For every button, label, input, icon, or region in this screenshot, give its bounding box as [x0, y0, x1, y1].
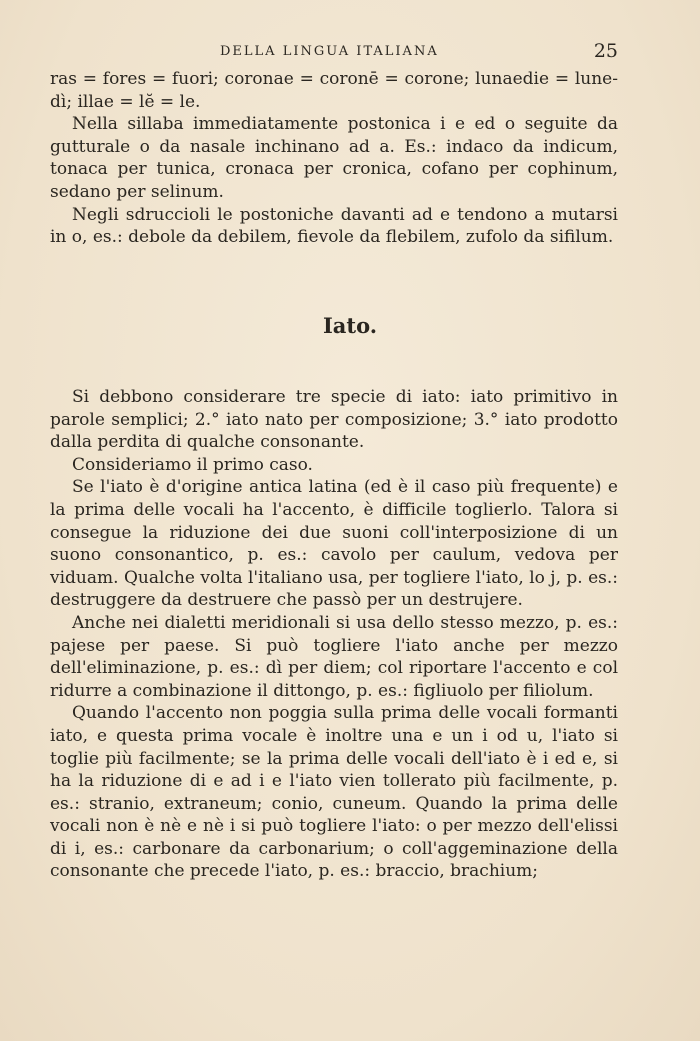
paragraph: Se l'iato è d'origine antica latina (ed è il caso più frequente) e la prima delle vocali ha l'accento, è difficile toglierlo. Talora si consegue la riduzione dei due suoni coll'interposizione di un suono consonantico, p. es.: cavolo per caulum, vedova per viduam. Qualche volta l'italiano usa, per togliere l'iato, lo j, p. es.: destruggere da destruere che passò per un destrujere.: [50, 477, 618, 611]
paragraph: Negli sdruccioli le postoniche davanti ad e tendono a mutarsi in o, es.: debole da debilem, fievole da flebilem, zufolo da sifilum.: [50, 204, 618, 248]
paragraph: Consideriamo il primo caso.: [72, 454, 313, 475]
paragraph: Quando l'accento non poggia sulla prima delle vocali formanti iato, e questa prima vocale è inoltre una e un i od u, l'iato si toglie più facilmente; se la prima delle vocali dell'iato è i ed e, si ha la riduzione di e ad i e l'iato vien tollerato più facilmente, p. es.: stranio, extraneum; conio, cuneum. Quando la prima delle vocali non è nè e nè i si può togliere l'iato: o per mezzo dell'elissi di i, es.: carbonare da carbonarium; o coll'aggeminazione della consonante che precede l'iato, p. es.: braccio, brachium;: [50, 703, 618, 882]
section-heading: Iato.: [322, 313, 378, 338]
page-number: 25: [593, 40, 618, 62]
paragraph: Anche nei dialetti meridionali si usa dello stesso mezzo, p. es.: pajese per paese. Si può togliere l'iato anche per mezzo dell'eliminazione, p. es.: dì per diem; col riportare l'accento e col ridurre a combinazione il dittongo, p. es.: figliuolo per filiolum.: [50, 612, 618, 701]
paragraph: ras = fores = fuori; coronae = coronē = corone; lunaedie = lune-dì; illae = lĕ = le.: [50, 69, 618, 112]
text-block-top: [50, 68, 618, 249]
paragraph: Si debbono considerare tre specie di iato: iato primitivo in parole semplici; 2.° iato nato per composizione; 3.° iato prodotto dalla perdita di qualche consonante.: [50, 387, 618, 453]
running-title: DELLA LINGUA ITALIANA: [220, 44, 439, 59]
running-head: [50, 40, 618, 62]
paragraph: Nella sillaba immediatamente postonica i e ed o seguite da gutturale o da nasale inchinano ad a. Es.: indaco da indicum, tonaca per tunica, cronaca per cronica, cofano per cophinum, sedano per selinum.: [50, 114, 618, 202]
text-block-iato: [50, 386, 618, 883]
